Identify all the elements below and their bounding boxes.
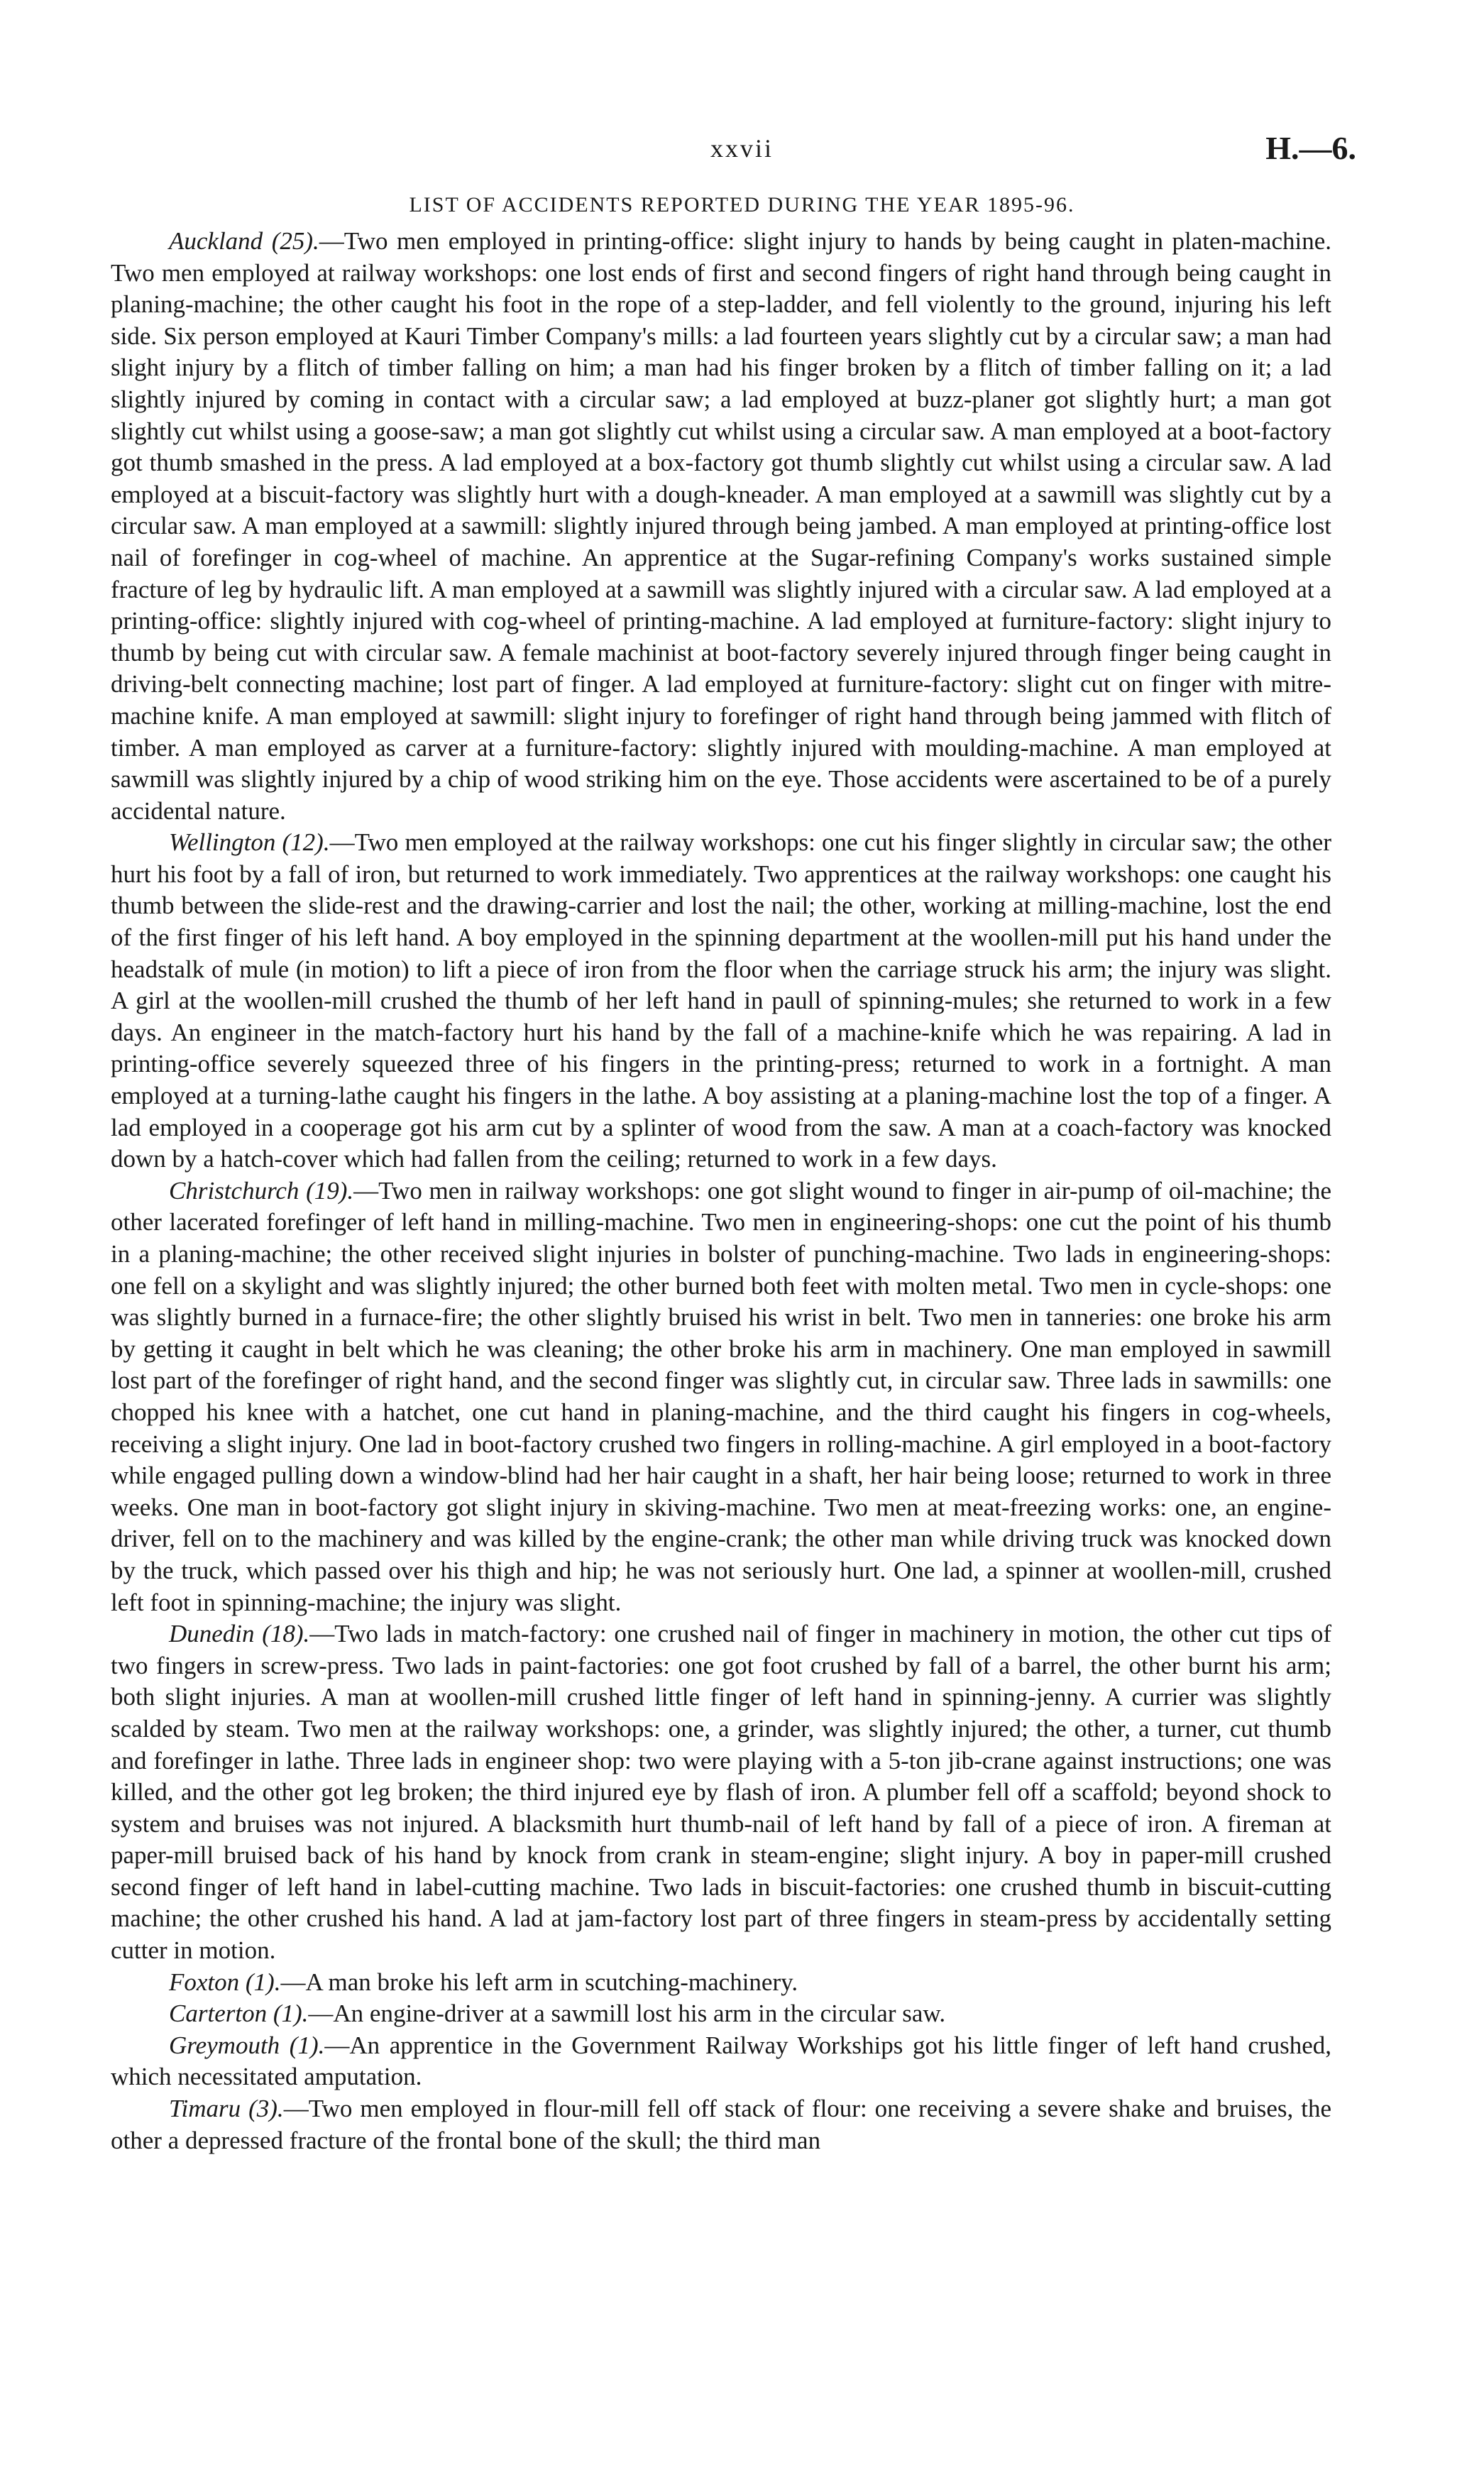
section-place: Carterton (1). bbox=[169, 2000, 309, 2028]
section-greymouth bbox=[111, 2030, 1331, 2093]
page-number: xxvii bbox=[710, 134, 774, 163]
section-text: —An apprentice in the Government Railway Workships got his little finger of left hand crushed, which necessitated amputation. bbox=[111, 2031, 1331, 2091]
section-auckland bbox=[111, 226, 1331, 827]
section-place: Auckland (25). bbox=[169, 227, 319, 255]
section-text: —Two lads in match-factory: one crushed nail of finger in machinery in motion, the other cut tips of two fingers in screw-press. Two lads in paint-factories: one got foot crushed by fall of a barrel, the other burnt his arm; both slight injuries. A man at woollen-mill crushed little finger of left hand in spinning-jenny. A currier was slightly scalded by steam. Two men at the railway workshops: one, a grinder, was slightly injured; the other, a turner, cut thumb and forefinger in lathe. Three lads in engineer shop: two were playing with a 5-ton jib-crane against instructions; one was killed, and the other got leg broken; the third injured eye by flash of iron. A plumber fell off a scaffold; beyond shock to system and bruises was not injured. A blacksmith hurt thumb-nail of left hand by fall of a piece of iron. A fireman at paper-mill bruised back of his hand by knock from crank in steam-engine; slight injury. A boy in paper-mill crushed second finger of left hand in label-cutting machine. Two lads in biscuit-factories: one crushed thumb in biscuit-cutting machine; the other crushed his hand. A lad at jam-factory lost part of three fingers in steam-press by accidentally setting cutter in motion. bbox=[111, 1620, 1331, 1965]
section-place: Dunedin (18). bbox=[169, 1620, 310, 1648]
section-place: Christchurch (19). bbox=[169, 1176, 354, 1205]
section-dunedin bbox=[111, 1618, 1331, 1967]
section-place: Greymouth (1). bbox=[169, 2031, 325, 2059]
section-christchurch bbox=[111, 1175, 1331, 1618]
section-text: —A man broke his left arm in scutching-machinery. bbox=[280, 1968, 798, 1996]
page-header bbox=[0, 130, 1484, 176]
section-place: Foxton (1). bbox=[169, 1968, 281, 1996]
section-text: —Two men employed at the railway workshops: one cut his finger slightly in circular saw; the other hurt his foot by a fall of iron, but returned to work immediately. Two apprentices at the railway workshops: one caught his thumb between the slide-rest and the drawing-carrier and lost the nail; the other, working at milling-machine, lost the end of the first finger of his left hand. A boy employed in the spinning department at the woollen-mill put his hand under the headstalk of mule (in motion) to lift a piece of iron from the floor when the carriage struck his arm; the injury was slight. A girl at the woollen-mill crushed the thumb of her left hand in paull of spinning-mules; she returned to work in a few days. An engineer in the match-factory hurt his hand by the fall of a machine-knife which he was repairing. A lad in printing-office severely squeezed three of his fingers in the printing-press; returned to work in a fortnight. A man employed at a turning-lathe caught his fingers in the lathe. A boy assisting at a planing-machine lost the top of a finger. A lad employed in a cooperage got his arm cut by a splinter of wood from the saw. A man at a coach-factory was knocked down by a hatch-cover which had fallen from the ceiling; returned to work in a few days. bbox=[111, 828, 1331, 1173]
section-text: —Two men employed in flour-mill fell off stack of flour: one receiving a severe shake and bruises, the other a depressed fracture of the frontal bone of the skull; the third man bbox=[111, 2095, 1331, 2154]
page-title: LIST OF ACCIDENTS REPORTED DURING THE YEAR 1895-96. bbox=[409, 193, 1075, 216]
section-place: Timaru (3). bbox=[169, 2095, 284, 2123]
accident-list bbox=[111, 226, 1331, 2156]
section-timaru bbox=[111, 2093, 1331, 2156]
document-code: H.—6. bbox=[1265, 130, 1356, 166]
section-wellington bbox=[111, 827, 1331, 1175]
section-carterton bbox=[111, 1998, 1331, 2030]
section-foxton bbox=[111, 1967, 1331, 1999]
section-text: —Two men employed in printing-office: slight injury to hands by being caught in platen-machine. Two men employed at railway workshops: one lost ends of first and second fingers of right hand through being caught in planing-machine; the other caught his foot in the rope of a step-ladder, and fell violently to the ground, injuring his left side. Six person employed at Kauri Timber Company's mills: a lad fourteen years slightly cut by a circular saw; a man had slight injury by a flitch of timber falling on him; a man had his finger broken by a flitch of timber falling on it; a lad slightly injured by coming in contact with a circular saw; a lad employed at buzz-planer got slightly hurt; a man got slightly cut whilst using a goose-saw; a man got slightly cut whilst using a circular saw. A man employed at a boot-factory got thumb smashed in the press. A lad employed at a box-factory got thumb slightly cut whilst using a circular saw. A lad employed at a biscuit-factory was slightly hurt with a dough-kneader. A man employed at a sawmill was slightly cut by a circular saw. A man employed at a sawmill: slightly injured through being jambed. A man employed at printing-office lost nail of forefinger in cog-wheel of machine. An apprentice at the Sugar-refining Company's works sustained simple fracture of leg by hydraulic lift. A man employed at a sawmill was slightly injured with a circular saw. A lad employed at a printing-office: slightly injured with cog-wheel of printing-machine. A lad employed at furniture-factory: slight injury to thumb by being cut with circular saw. A female machinist at boot-factory severely injured through finger being caught in driving-belt connecting machine; lost part of finger. A lad employed at furniture-factory: slight cut on finger with mitre-machine knife. A man employed at sawmill: slight injury to forefinger of right hand through being jammed with flitch of timber. A man employed as carver at a furniture-factory: slightly injured with moulding-machine. A man employed at sawmill was slightly injured by a chip of wood striking him on the eye. Those accidents were ascertained to be of a purely accidental nature. bbox=[111, 227, 1332, 825]
section-place: Wellington (12). bbox=[169, 828, 330, 857]
section-text: —An engine-driver at a sawmill lost his arm in the circular saw. bbox=[308, 2000, 946, 2028]
section-text: —Two men in railway workshops: one got slight wound to finger in air-pump of oil-machine; the other lacerated forefinger of left hand in milling-machine. Two men in engineering-shops: one cut the point of his thumb in a planing-machine; the other received slight injuries in bolster of punching-machine. Two lads in engineering-shops: one fell on a skylight and was slightly injured; the other burned both feet with molten metal. Two men in cycle-shops: one was slightly burned in a furnace-fire; the other slightly bruised his wrist in belt. Two men in tanneries: one broke his arm by getting it caught in belt which he was cleaning; the other broke his arm in machinery. One man employed in sawmill lost part of the forefinger of right hand, and the second finger was slightly cut, in circular saw. Three lads in sawmills: one chopped his knee with a hatchet, one cut hand in planing-machine, and the third caught his fingers in cog-wheels, receiving a slight injury. One lad in boot-factory crushed two fingers in rolling-machine. A girl employed in a boot-factory while engaged pulling down a window-blind had her hair caught in a shaft, her hair being loose; returned to work in three weeks. One man in boot-factory got slight injury in skiving-machine. Two men at meat-freezing works: one, an engine-driver, fell on to the machinery and was killed by the engine-crank; the other man while driving truck was knocked down by the truck, which passed over his thigh and hip; he was not seriously hurt. One lad, a spinner at woollen-mill, crushed left foot in spinning-machine; the injury was slight. bbox=[111, 1176, 1331, 1616]
